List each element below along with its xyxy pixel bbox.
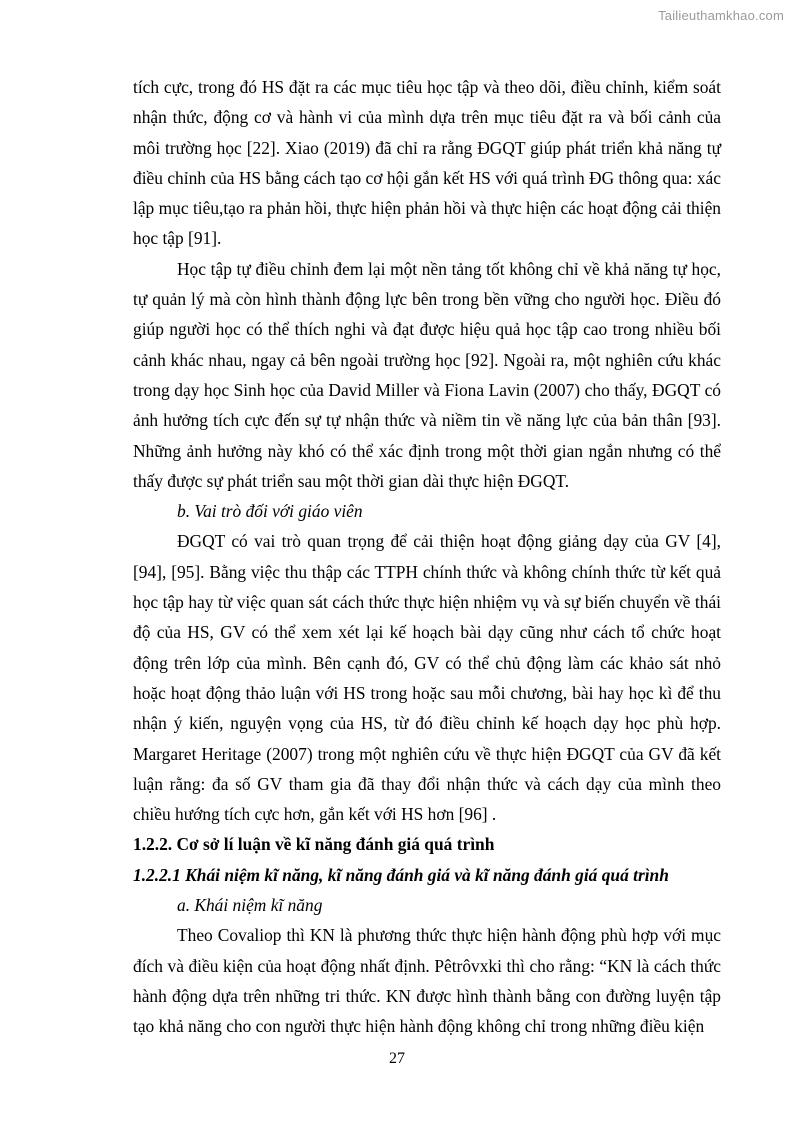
- paragraph-teacher-role: ĐGQT có vai trò quan trọng để cải thiện hoạt động giảng dạy của GV [4], [94], [95]. Bằng việc thu thập các TTPH chính thức và không chính thức từ kết quả học tập hay từ việc quan sát cách thức thực hiện nhiệm vụ và sự biến chuyển về thái độ của HS, GV có thể xem xét lại kế hoạch bài dạy cũng như cách tổ chức hoạt động trên lớp của mình. Bên cạnh đó, GV có thể chủ động làm các khảo sát nhỏ hoặc hoạt động thảo luận với HS trong hoặc sau mỗi chương, bài hay học kì để thu nhận ý kiến, nguyện vọng của HS, từ đó điều chỉnh kế hoạch dạy học phù hợp. Margaret Heritage (2007) trong một nghiên cứu về thực hiện ĐGQT của GV đã kết luận rằng: đa số GV tham gia đã thay đổi nhận thức và cách dạy của mình theo chiều hướng tích cực hơn, gắn kết với HS hơn [96] .: [133, 531, 721, 825]
- page-body: [133, 72, 721, 1042]
- paragraph-skill-definition: Theo Covaliop thì KN là phương thức thực hiện hành động phù hợp với mục đích và điều kiện của hoạt động nhất định. Pêtrôvxki thì cho rằng: “KN là cách thức hành động dựa trên những tri thức. KN được hình thành bằng con đường luyện tập tạo khả năng cho con người thực hiện hành động không chỉ trong những điều kiện: [133, 925, 721, 1037]
- section-heading-1-2-2-1: 1.2.2.1 Khái niệm kĩ năng, kĩ năng đánh giá và kĩ năng đánh giá quá trình: [133, 864, 669, 885]
- subheading-teacher-role: b. Vai trò đối với giáo viên: [177, 501, 363, 522]
- paragraph-self-regulated-learning: Học tập tự điều chỉnh đem lại một nền tảng tốt không chỉ về khả năng tự học, tự quản lý mà còn hình thành động lực bên trong bền vững cho người học. Điều đó giúp người học có thể thích nghi và đạt được hiệu quả học tập cao trong nhiều bối cảnh khác nhau, ngay cả bên ngoài trường học [92]. Ngoài ra, một nghiên cứu khác trong dạy học Sinh học của David Miller và Fiona Lavin (2007) cho thấy, ĐGQT có ảnh hưởng tích cực đến sự tự nhận thức và niềm tin về năng lực của bản thân [93]. Những ảnh hưởng này khó có thể xác định trong một thời gian ngắn nhưng có thể thấy được sự phát triển sau một thời gian dài thực hiện ĐGQT.: [133, 258, 721, 491]
- page-number: 27: [389, 1050, 405, 1067]
- section-heading-1-2-2: 1.2.2. Cơ sở lí luận về kĩ năng đánh giá quá trình: [133, 834, 495, 855]
- watermark: Tailieuthamkhao.com: [658, 8, 784, 23]
- paragraph-self-regulation-intro: tích cực, trong đó HS đặt ra các mục tiêu học tập và theo dõi, điều chỉnh, kiểm soát nhận thức, động cơ và hành vi của mình dựa trên mục tiêu đặt ra và bối cảnh của môi trường học [22]. Xiao (2019) đã chỉ ra rằng ĐGQT giúp phát triển khả năng tự điều chỉnh của HS bằng cách tạo cơ hội gắn kết HS với quá trình ĐG thông qua: xác lập mục tiêu,tạo ra phản hồi, thực hiện phản hồi và thực hiện các hoạt động cải thiện học tập [91].: [133, 77, 721, 249]
- subheading-skill-concept: a. Khái niệm kĩ năng: [177, 895, 323, 916]
